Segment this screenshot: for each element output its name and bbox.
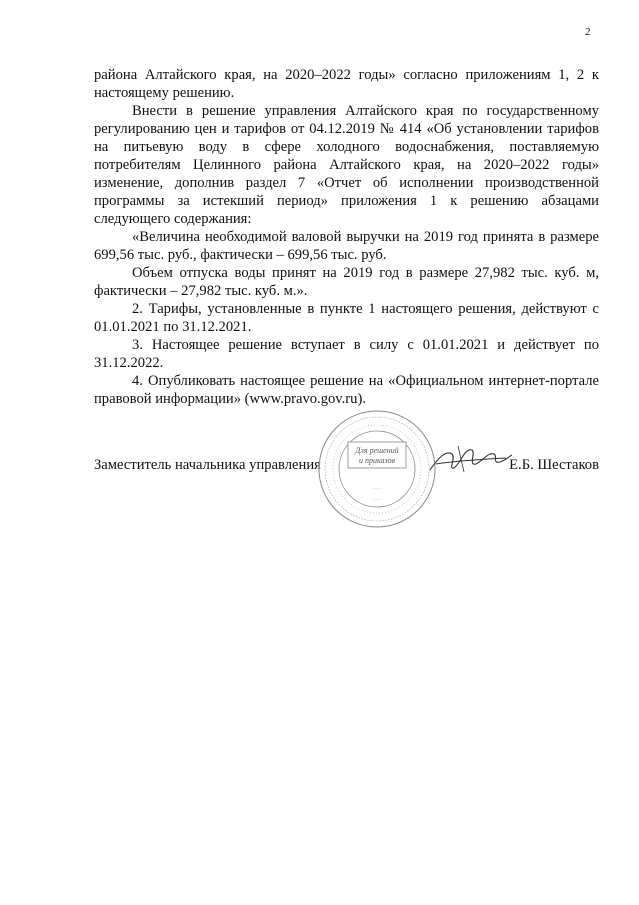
paragraph-amendment: Внести в решение управления Алтайского края по государственному регулированию цен и тарифов от 04.12.2019 № 414 «Об установлении тарифов на питьевую воду в сфере холодного водоснабжения, поставляемую потребителям Целинного района Алтайского края, на 2020–2022 годы» изменение, дополнив раздел 7 «Отчет об исполнении производственной программы за истекший период» приложения 1 к решению абзацами следующего содержания: [94, 103, 599, 227]
official-stamp [316, 408, 438, 530]
svg-text:·····: ····· [372, 497, 382, 503]
signer-title: Заместитель начальника управления [94, 457, 321, 473]
paragraph-continuation: района Алтайского края, на 2020–2022 годы» согласно приложениям 1, 2 к настоящему решению. [94, 67, 599, 101]
document-body [94, 66, 599, 408]
paragraph-water-volume: Объем отпуска воды принят на 2019 год в размере 27,982 тыс. куб. м, фактически – 27,982 тыс. куб. м.». [94, 265, 599, 299]
paragraph-tariff-period: 2. Тарифы, установленные в пункте 1 настоящего решения, действуют с 01.01.2021 по 31.12.2021. [94, 301, 599, 335]
stamp-label-line-2: и приказов [358, 456, 396, 465]
handwritten-signature [428, 440, 514, 480]
paragraph-revenue: «Величина необходимой валовой выручки на 2019 год принята в размере 699,56 тыс. руб., фактически – 699,56 тыс. руб. [94, 229, 599, 263]
page-number: 2 [585, 26, 591, 38]
paragraph-effective-date: 3. Настоящее решение вступает в силу с 01.01.2021 и действует по 31.12.2022. [94, 337, 599, 371]
svg-text:·····: ····· [372, 486, 382, 492]
signer-name: Е.Б. Шестаков [509, 457, 599, 473]
stamp-label-line-1: Для решений [355, 446, 399, 455]
paragraph-publication: 4. Опубликовать настоящее решение на «Официальном интернет-портале правовой информации» (www.pravo.gov.ru). [94, 373, 599, 407]
